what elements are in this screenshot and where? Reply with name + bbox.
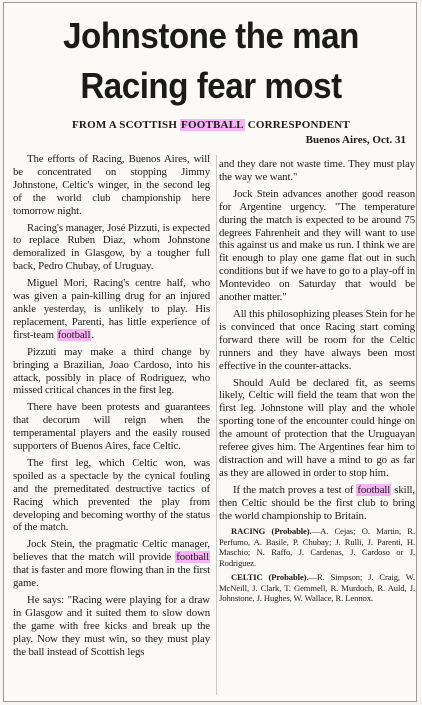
paragraph: Pizzuti may make a third change by bringing a Brazilian, Joao Cardoso, into his attack, possibly in place of Rodriguez, who missed critical chances in the first leg.: [13, 345, 210, 397]
paragraph-highlighted: Jock Stein, the pragmatic Celtic manager, believes that the match will provide football that is faster and more flowing than in the first game.: [13, 538, 210, 590]
headline-line-2: Racing fear most: [80, 65, 342, 106]
highlighted-term: football: [57, 328, 91, 341]
paragraph: He says: "Racing were playing for a draw in Glasgow and it suited them to slow down the game with free kicks and break up the play. Now they must win, so they must play the ball instead of Scottish legs: [13, 594, 210, 658]
team-name: RACING (Probable).: [231, 526, 312, 537]
paragraph: Jock Stein advances another good reason for Argentine urgency. "The temperature during the match is expected to be around 75 degrees Fahrenheit and they will want to use this against us and make us run. I think we are fit enough to play one game flat out in such conditions but if we have to go to a play-off in Montevideo on Saturday that would be another matter.": [219, 187, 415, 304]
paragraph: Racing's manager, José Pizzuti, is expected to replace Ruben Diaz, whom Johnstone demoralized in Glasgow, by a tougher full back, Pedro Chubay, of Uruguay.: [13, 221, 210, 273]
byline: [4, 119, 418, 131]
paragraph: All this philosophizing pleases Stein for he is convinced that once Racing start coming forward there will be room for the Celtic runners and they have always been most effective in the counter-attacks.: [219, 307, 415, 372]
paragraph: There have been protests and guarantees that decorum will reign when the temperamental players and the easily roused supporters of Buenos Aires, face Celtic.: [13, 401, 210, 453]
byline-suffix: CORRESPONDENT: [247, 119, 350, 131]
team-name: CELTIC (Probable).: [231, 572, 309, 583]
newspaper-clipping: [3, 2, 417, 702]
right-column: [219, 158, 415, 607]
paragraph: Should Auld be declared fit, as seems likely, Celtic will field the team that won the first leg. Johnstone will play and the whole sporting tone of the encounter could hinge on the amount of protection that the Uruguayan referee gives him. The Argentines fear him to distraction and will have a mind to go as far as they are allowed in order to stop him.: [219, 376, 415, 479]
column-divider: [216, 155, 217, 695]
paragraph: and they dare not waste time. They must play the way we want.": [219, 158, 415, 183]
highlighted-term: football: [176, 551, 209, 564]
paragraph-highlighted: If the match proves a test of football skill, then Celtic should be the first club to bring the world championship to Britain.: [219, 483, 415, 522]
team-players: —R. Simpson; J. Craig, W. McNeill, J. Clark, T. Gemmell, R. Murdoch, R. Auld, J. Johnstone, J. Hughes, W. Wallace, R. Lennox.: [219, 572, 415, 603]
paragraph: The efforts of Racing, Buenos Aires, will be concentrated on stopping Jimmy Johnstone, Celtic's winger, in the second leg of the world club championship here tomorrow night.: [13, 153, 210, 217]
team-lineup-racing: [219, 526, 415, 568]
paragraph: The first leg, which Celtic won, was spoiled as a spectacle by the cynical fouling and the premeditated destructive tactics of Racing which prevented the play from developing and becoming worthy of the status of the match.: [13, 456, 210, 534]
headline-line-1: Johnstone the man: [63, 15, 359, 56]
team-players: —A. Cejas; O. Martin, R. Perfumo, A. Basile, P. Chubay; J. Rulli, J. Parenti, H. Maschio; N. Raffo, J. Cardenas, J. Cardoso or J. Rodriguez.: [219, 526, 415, 568]
paragraph-highlighted: Miguel Mori, Racing's centre half, who was given a pain-killing drug for an injured ankle yesterday, is unlikely to play. His replacement, Parenti, has little experience of first-team football.: [13, 277, 210, 341]
highlighted-term: football: [357, 483, 391, 496]
byline-prefix: FROM A SCOTTISH: [72, 119, 178, 131]
dateline: Buenos Aires, Oct. 31: [305, 134, 406, 146]
team-lineup-celtic: [219, 572, 415, 603]
byline-highlight: FOOTBALL: [181, 119, 244, 131]
left-column: [13, 153, 210, 663]
